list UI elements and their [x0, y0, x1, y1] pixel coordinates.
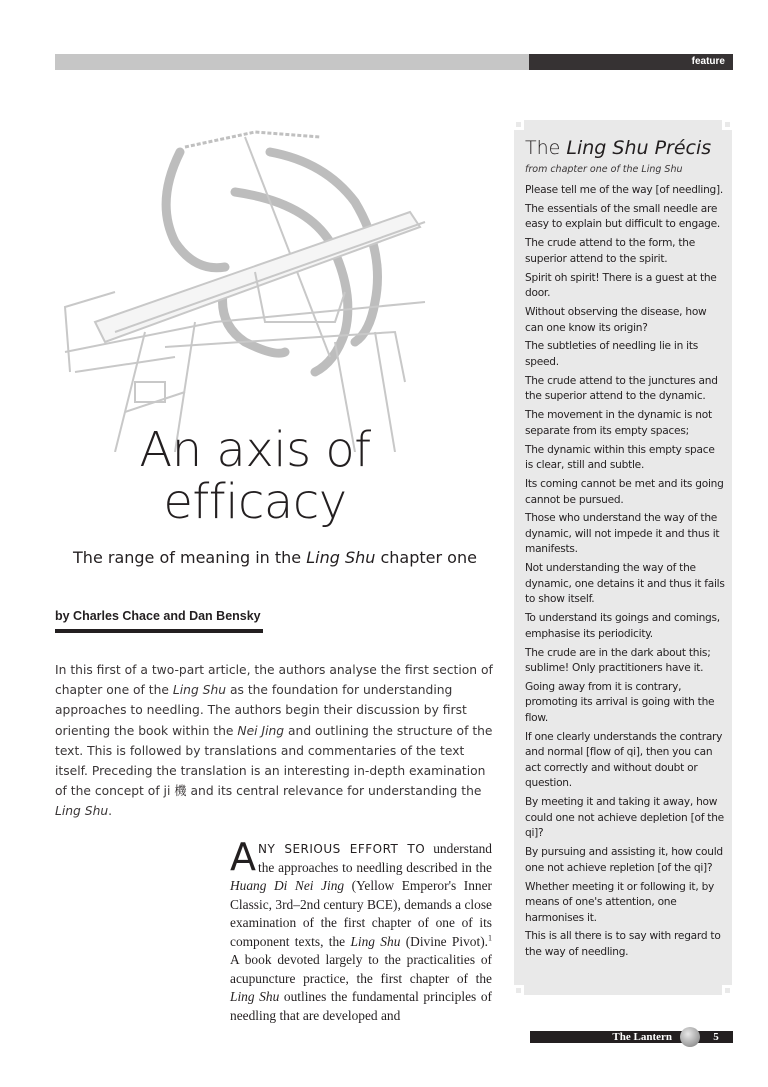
- article-title: [55, 424, 455, 528]
- body-italic: Ling Shu: [350, 933, 401, 949]
- standfirst-text: .: [108, 804, 113, 819]
- precis-line: Spirit oh spirit! There is a guest at the door.: [525, 271, 717, 300]
- precis-line: If one clearly understands the contrary and normal [flow of qi], then you can act correctly and without doubt or question.: [525, 730, 723, 790]
- subtitle-post: chapter one: [375, 548, 477, 567]
- corner-dot: [725, 122, 730, 127]
- lantern-logo-icon: [680, 1027, 700, 1047]
- page-number: 5: [713, 1031, 719, 1043]
- precis-line: By pursuing and assisting it, how could one not achieve repletion [of the qi]?: [525, 846, 723, 874]
- precis-line: This is all there is to say with regard to the way of needling.: [525, 930, 721, 958]
- precis-line: The subtleties of needling lie in its speed.: [525, 340, 699, 368]
- title-line-1: An axis of: [139, 422, 371, 478]
- precis-line: Please tell me of the way [of needling].: [525, 184, 724, 196]
- standfirst-text: as the foundation for understanding approaches to needling. The authors begin their discussion by first orienting the book within the: [55, 683, 467, 738]
- precis-line: By meeting it and taking it away, how could one not achieve depletion [of the qi]?: [525, 796, 724, 840]
- title-line-2: efficacy: [163, 474, 347, 530]
- byline: by Charles Chace and Dan Bensky: [55, 609, 261, 623]
- crossbow-illustration: [55, 92, 495, 452]
- precis-line: Without observing the disease, how can one know its origin?: [525, 306, 707, 334]
- drop-cap: A: [230, 835, 256, 879]
- subtitle-pre: The range of meaning in the: [73, 548, 307, 567]
- section-label: feature: [529, 54, 733, 70]
- corner-dot: [725, 988, 730, 993]
- corner-dot: [516, 122, 521, 127]
- precis-line: The crude attend to the form, the superior attend to the spirit.: [525, 237, 696, 265]
- standfirst-italic: Ling Shu: [172, 683, 227, 698]
- footnote-marker[interactable]: 1: [488, 933, 492, 943]
- precis-line: To understand its goings and comings, emphasise its periodicity.: [525, 612, 720, 640]
- precis-list: [525, 183, 725, 960]
- sidebar-title-italic: Ling Shu Précis: [566, 137, 712, 159]
- body-span: outlines the fundamental principles of needling that are developed and: [230, 989, 492, 1023]
- precis-line: Whether meeting it or following it, by means of one's attention, one harmonises it.: [525, 880, 715, 924]
- sidebar-content: [525, 136, 725, 964]
- body-span: understand the approaches to needling described in the: [258, 841, 492, 875]
- standfirst: [55, 660, 495, 822]
- subtitle-italic: Ling Shu: [306, 548, 376, 567]
- body-text: [230, 835, 492, 1025]
- standfirst-text: In this first of a two-part article, the authors analyse the first section of chapter one of the: [55, 663, 493, 698]
- sidebar-subtitle: from chapter one of the Ling Shu: [525, 164, 683, 175]
- standfirst-italic: Nei Jing: [237, 723, 285, 738]
- lead-in-smallcaps: NY SERIOUS EFFORT TO: [258, 842, 426, 856]
- sidebar-precis: [514, 120, 732, 995]
- corner-dot: [516, 988, 521, 993]
- standfirst-italic: Ling Shu: [55, 804, 109, 819]
- precis-line: Its coming cannot be met and its going cannot be pursued.: [525, 478, 724, 506]
- sidebar-title-pre: The: [525, 137, 567, 159]
- precis-line: Going away from it is contrary, promoting its arrival is going with the flow.: [525, 680, 715, 724]
- body-italic: Ling Shu: [230, 989, 280, 1004]
- body-span: A book devoted largely to the practicalities of acupuncture practice, the first chapter of the: [230, 952, 492, 986]
- byline-rule: [55, 629, 263, 633]
- precis-line: The dynamic within this empty space is clear, still and subtle.: [525, 443, 715, 472]
- body-span: (Yellow Emperor's Inner Classic, 3rd–2nd century BCE), demands a close examination of the first chapter of one of its component texts, the: [230, 878, 492, 949]
- body-span: (Divine Pivot).: [400, 933, 488, 949]
- article-subtitle: [55, 548, 495, 567]
- precis-line: The crude are in the dark about this; sublime! Only practitioners have it.: [525, 646, 711, 675]
- standfirst-text: and outlining the structure of the text. This is followed by translations and commentaries of the text itself. Preceding the translation is an interesting in-depth examination of the concept of ji 機 and its central relevance for understanding the: [55, 723, 493, 799]
- precis-line: Not understanding the way of the dynamic, one detains it and thus it fails to show itself.: [525, 562, 725, 606]
- publication-name: The Lantern: [612, 1031, 672, 1043]
- precis-line: Those who understand the way of the dynamic, will not impede it and thus it manifests.: [525, 512, 720, 556]
- sidebar-title: [525, 136, 725, 160]
- precis-line: The movement in the dynamic is not separate from its empty spaces;: [525, 409, 712, 437]
- precis-line: The crude attend to the junctures and the superior attend to the dynamic.: [525, 374, 718, 403]
- precis-line: The essentials of the small needle are easy to explain but difficult to engage.: [525, 202, 721, 231]
- body-italic: Huang Di Nei Jing: [230, 878, 345, 893]
